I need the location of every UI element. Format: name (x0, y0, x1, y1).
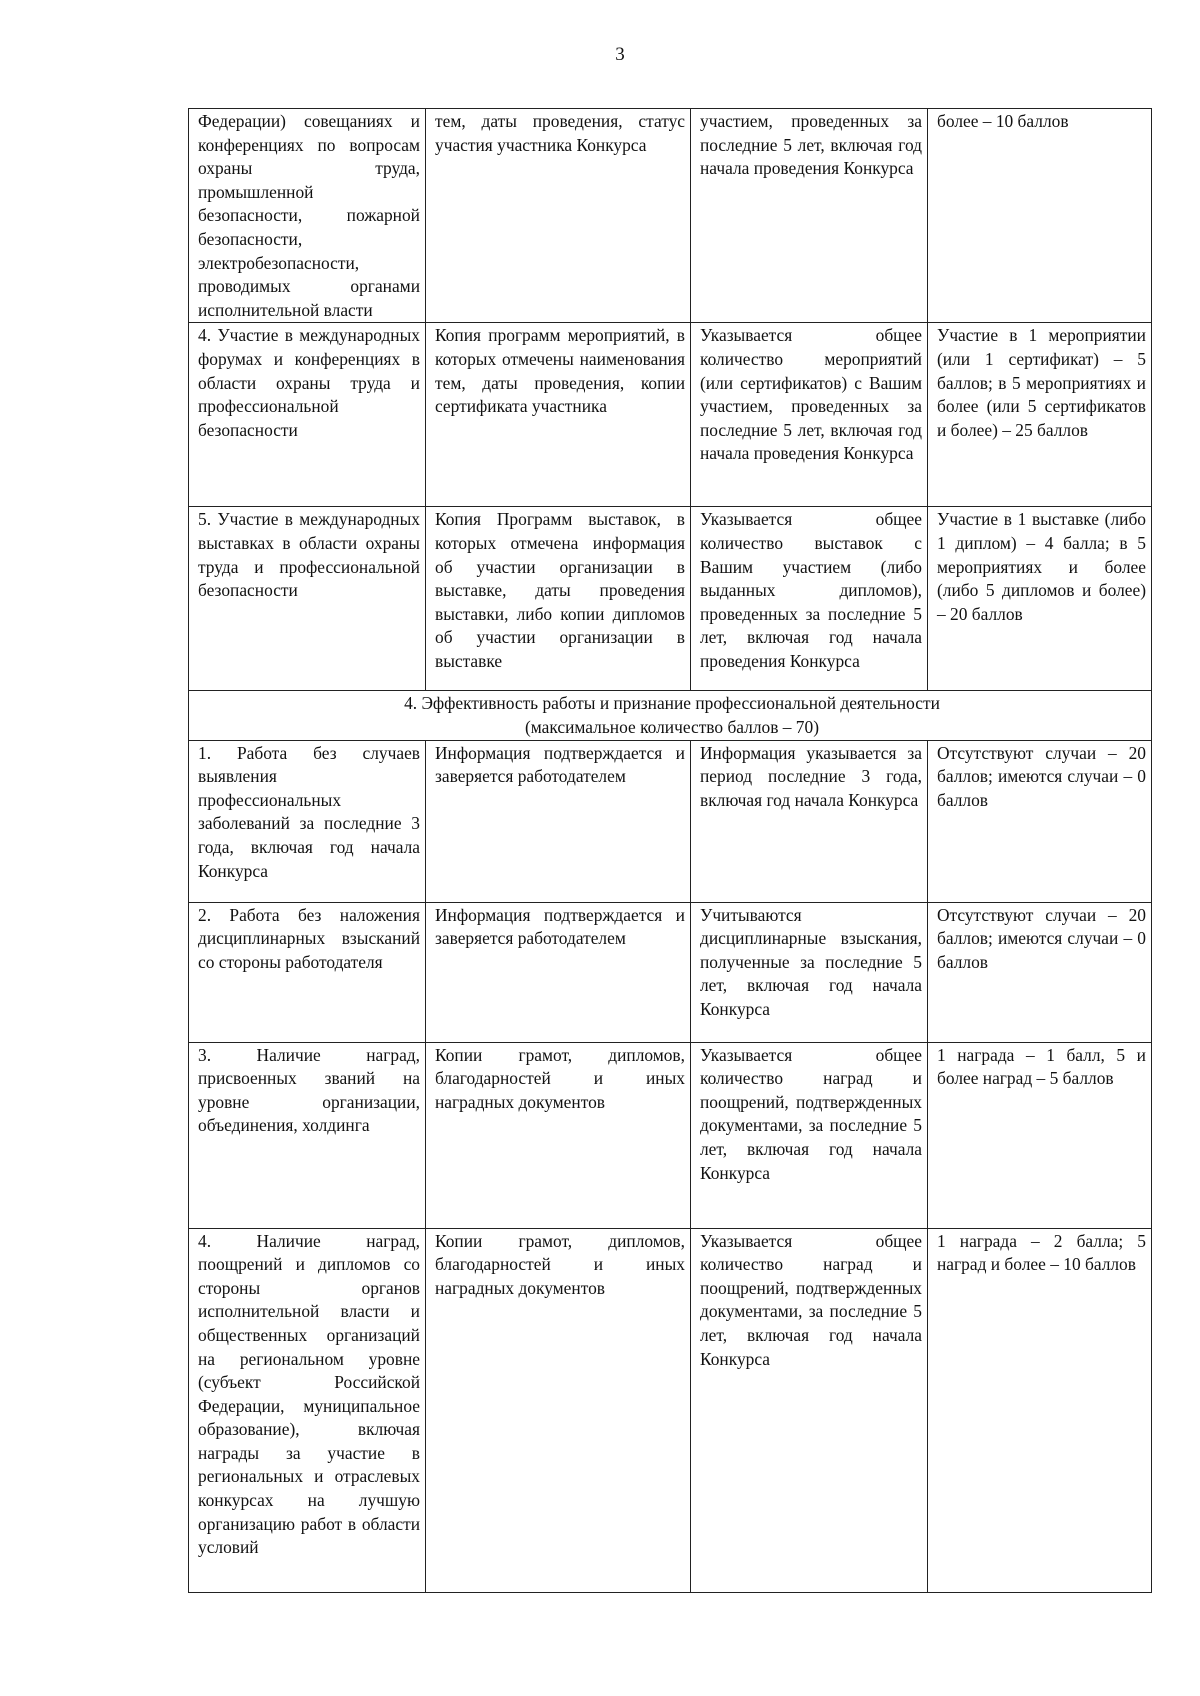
criteria-table (188, 108, 1152, 1593)
points-cell: более – 10 баллов (928, 109, 1152, 323)
section-header-cell (189, 691, 1152, 740)
table-row (189, 902, 1152, 1042)
info-cell: Указывается общее количество мероприятий (или сертификатов) с Вашим участием, проведенных за последние 5 лет, включая год начала проведения Конкурса (691, 323, 928, 507)
section-subtitle: (максимальное количество баллов – 70) (524, 716, 819, 737)
section-header-row (189, 691, 1152, 740)
criterion-cell: 2. Работа без наложения дисциплинарных взысканий со стороны работодателя (189, 902, 426, 1042)
page-number: 3 (615, 44, 625, 65)
documents-cell: Информация подтверждается и заверяется работодателем (426, 902, 691, 1042)
criterion-cell: 1. Работа без случаев выявления профессиональных заболеваний за последние 3 года, включая год начала Конкурса (189, 740, 426, 902)
info-cell: участием, проведенных за последние 5 лет, включая год начала проведения Конкурса (691, 109, 928, 323)
table-row (189, 740, 1152, 902)
table-row (189, 109, 1152, 323)
criterion-cell: 3. Наличие наград, присвоенных званий на уровне организации, объединения, холдинга (189, 1042, 426, 1228)
table-row (189, 1042, 1152, 1228)
points-cell: Отсутствуют случаи – 20 баллов; имеются случаи – 0 баллов (928, 740, 1152, 902)
documents-cell: Информация подтверждается и заверяется работодателем (426, 740, 691, 902)
info-cell: Информация указывается за период последние 3 года, включая год начала Конкурса (691, 740, 928, 902)
criterion-cell: 5. Участие в международных выставках в области охраны труда и профессиональной безопасности (189, 507, 426, 691)
points-cell: Участие в 1 выставке (либо 1 диплом) – 4 балла; в 5 мероприятиях и более (либо 5 дипломов и более) – 20 баллов (928, 507, 1152, 691)
section-title: 4. Эффективность работы и признание профессиональной деятельности (404, 693, 940, 714)
points-cell: Отсутствуют случаи – 20 баллов; имеются случаи – 0 баллов (928, 902, 1152, 1042)
info-cell: Учитываются дисциплинарные взыскания, полученные за последние 5 лет, включая год начала Конкурса (691, 902, 928, 1042)
documents-cell: тем, даты проведения, статус участия участника Конкурса (426, 109, 691, 323)
points-cell: Участие в 1 мероприятии (или 1 сертификат) – 5 баллов; в 5 мероприятиях и более (или 5 сертификатов и более) – 25 баллов (928, 323, 1152, 507)
table-row (189, 507, 1152, 691)
documents-cell: Копии грамот, дипломов, благодарностей и иных наградных документов (426, 1042, 691, 1228)
documents-cell: Копия Программ выставок, в которых отмечена информация об участии организации в выставке, даты проведения выставки, либо копии дипломов об участии организации в выставке (426, 507, 691, 691)
criteria-table-body (189, 109, 1152, 1593)
documents-cell: Копия программ мероприятий, в которых отмечены наименования тем, даты проведения, копии сертификата участника (426, 323, 691, 507)
points-cell: 1 награда – 1 балл, 5 и более наград – 5 баллов (928, 1042, 1152, 1228)
info-cell: Указывается общее количество наград и поощрений, подтвержденных документами, за последние 5 лет, включая год начала Конкурса (691, 1228, 928, 1592)
info-cell: Указывается общее количество выставок с Вашим участием (либо выданных дипломов), проведенных за последние 5 лет, включая год начала проведения Конкурса (691, 507, 928, 691)
documents-cell: Копии грамот, дипломов, благодарностей и иных наградных документов (426, 1228, 691, 1592)
criterion-cell: 4. Участие в международных форумах и конференциях в области охраны труда и профессиональной безопасности (189, 323, 426, 507)
table-row (189, 1228, 1152, 1592)
criterion-cell: Федерации) совещаниях и конференциях по вопросам охраны труда, промышленной безопасности, пожарной безопасности, электробезопасности, проводимых органами исполнительной власти (189, 109, 426, 323)
info-cell: Указывается общее количество наград и поощрений, подтвержденных документами, за последние 5 лет, включая год начала Конкурса (691, 1042, 928, 1228)
criterion-cell: 4. Наличие наград, поощрений и дипломов со стороны органов исполнительной власти и общественных организаций на региональном уровне (субъект Российской Федерации, муниципальное образование), включая награды за участие в региональных и отраслевых конкурсах на лучшую организацию работ в области условий (189, 1228, 426, 1592)
table-row (189, 323, 1152, 507)
points-cell: 1 награда – 2 балла; 5 наград и более – 10 баллов (928, 1228, 1152, 1592)
